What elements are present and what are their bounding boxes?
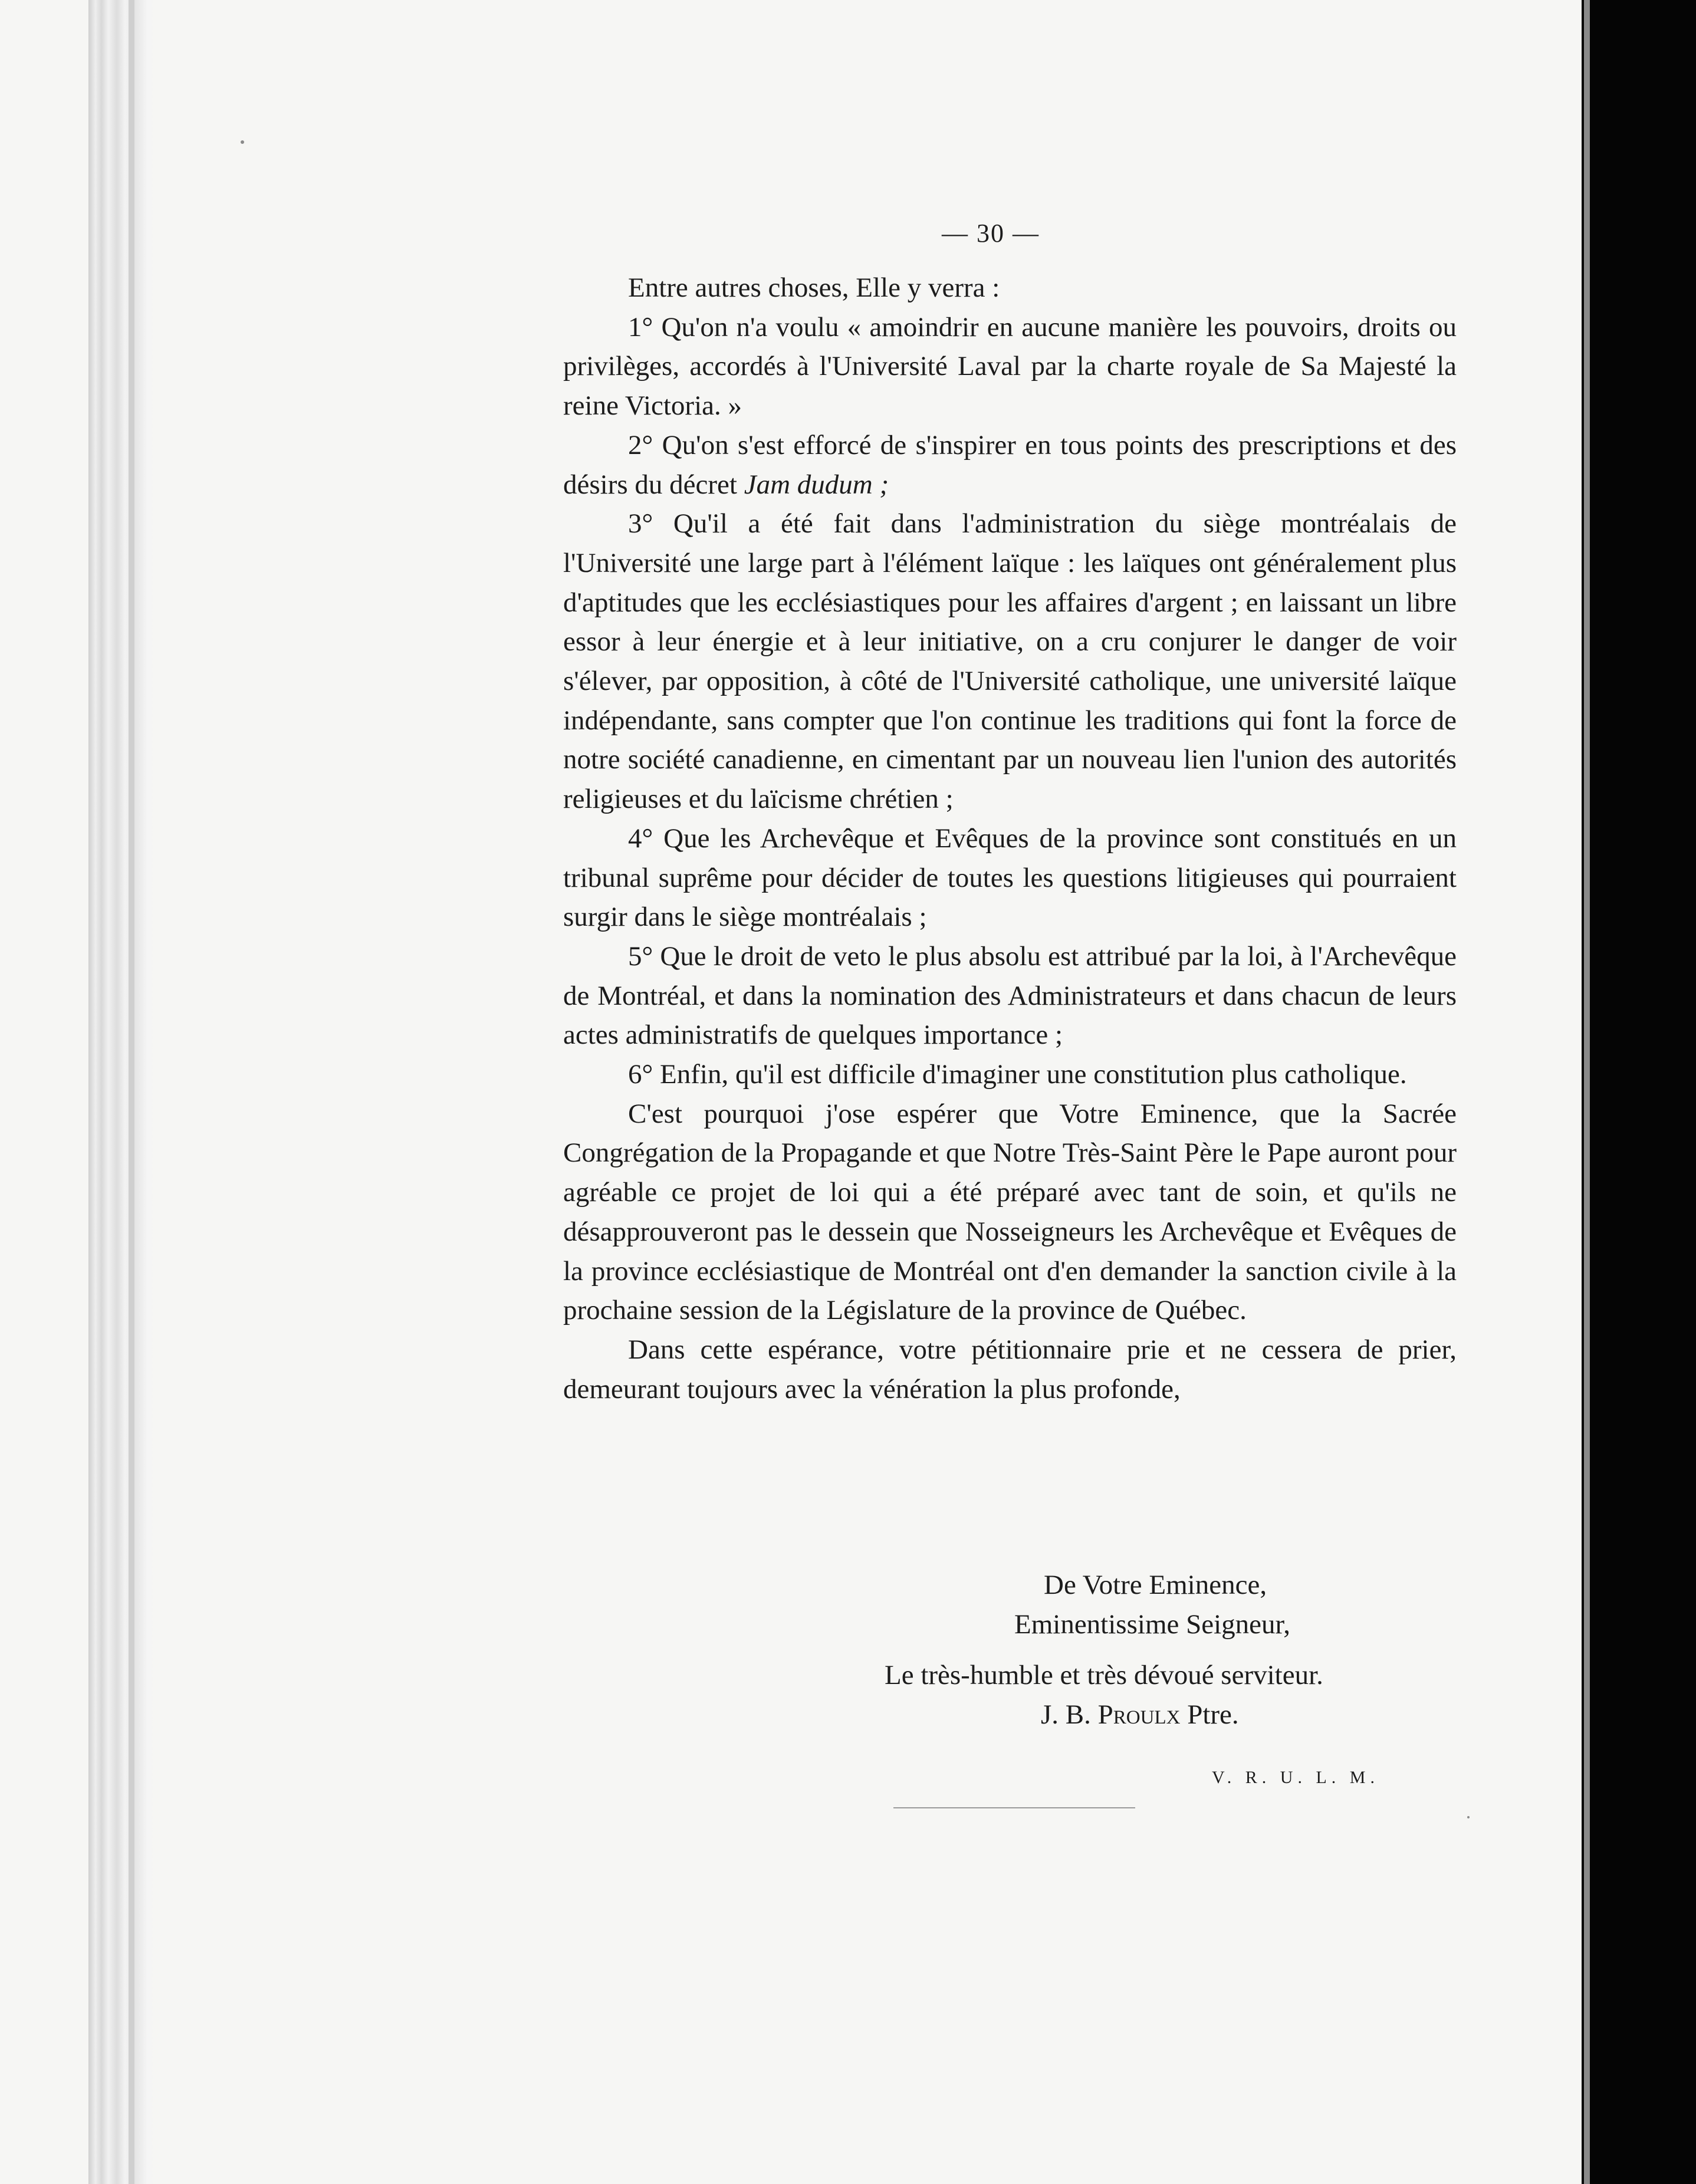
speck — [1467, 1816, 1470, 1818]
paragraph-petition: C'est pourquoi j'ose espérer que Votre Eminence, que la Sacrée Congrégation de la Propagande et que Notre Très-Saint Père le Pape auront pour agréable ce projet de loi qui a été préparé avec tant de soin, et qu'ils ne désapprouveront pas le dessein que Nosseigneurs les Archevêque et Evêques de la province ecclésiastique de Montréal ont d'en demander la sanction civile à la prochaine session de la Législature de la province de Québec. — [563, 1098, 1457, 1326]
end-rule — [893, 1807, 1135, 1808]
closing-salutation: De Votre Eminence, — [1044, 1570, 1267, 1600]
closing-address: Eminentissime Seigneur, — [1014, 1609, 1291, 1640]
paragraph-closing: Dans cette espérance, votre pétitionnaire prie et ne cessera de prier, demeurant toujours avec la vénération la plus profonde, — [563, 1334, 1457, 1405]
signature-initials: J. B. — [1041, 1699, 1098, 1731]
postscript-initials: V. R. U. L. M. — [1212, 1768, 1379, 1787]
page-edges — [88, 0, 159, 2184]
paragraph-intro: Entre autres choses, Elle y verra : — [628, 272, 1000, 303]
closing-block — [563, 1565, 1457, 1735]
speck — [241, 140, 244, 144]
paragraph-item-2 — [563, 426, 1457, 504]
paragraph-item-1: 1° Qu'on n'a voulu « amoindrir en aucune manière les pouvoirs, droits ou privilèges, accordés à l'Université Laval par la charte royale de Sa Majesté la reine Victoria. » — [563, 311, 1457, 422]
signature-name: Proulx — [1097, 1699, 1181, 1731]
scan-border — [1582, 0, 1696, 2184]
signature — [563, 1695, 1457, 1735]
decree-title: Jam dudum ; — [744, 469, 889, 500]
paragraph-item-5: 5° Que le droit de veto le plus absolu est attribué par la loi, à l'Archevêque de Montréal, et dans la nomination des Administrateurs et dans chacun de leurs actes administratifs de quelques importance ; — [563, 940, 1457, 1051]
paragraph-item-6: 6° Enfin, qu'il est difficile d'imaginer une constitution plus catholique. — [628, 1059, 1407, 1090]
scan-border-line — [1584, 0, 1590, 2184]
paragraph-item-2-text: 2° Qu'on s'est efforcé de s'inspirer en tous points des prescriptions et des désirs du décret — [563, 429, 1457, 500]
signature-title: Ptre. — [1180, 1699, 1239, 1731]
body-text — [563, 268, 1457, 1409]
closing-formula: Le très-humble et très dévoué serviteur. — [885, 1660, 1323, 1691]
paragraph-item-4: 4° Que les Archevêque et Evêques de la province sont constitués en un tribunal suprême pour décider de toutes les questions litigieuses qui pourraient surgir dans le siège montréalais ; — [563, 823, 1457, 933]
paragraph-item-3: 3° Qu'il a été fait dans l'administration du siège montréalais de l'Université une large part à l'élément laïque : les laïques ont généralement plus d'aptitudes que les ecclésiastiques pour les affaires d'argent ; en laissant un libre essor à leur énergie et à leur initiative, on a cru conjurer le danger de voir s'élever, par opposition, à côté de l'Université catholique, une université laïque indépendante, sans compter que l'on continue les traditions qui font la force de notre société canadienne, en cimentant par un nouveau lien l'union des autorités religieuses et du laïcisme chrétien ; — [563, 508, 1457, 815]
binding-shadow — [129, 0, 134, 2184]
page-number: — 30 — — [942, 219, 1040, 248]
